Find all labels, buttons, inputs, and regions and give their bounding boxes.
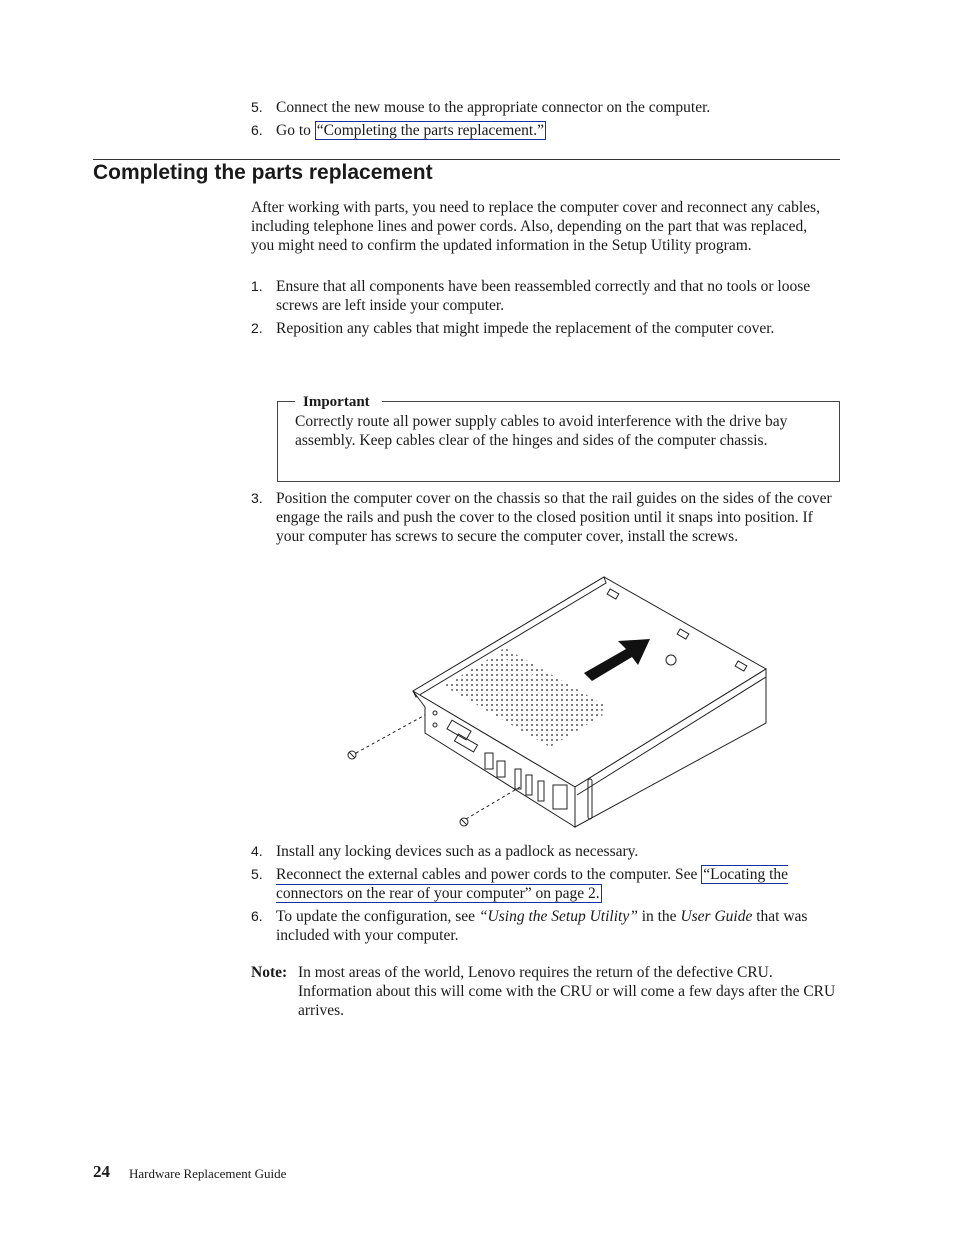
list-text: Ensure that all components have been reassembled correctly and that no tools or loose screws are left inside your computer.	[276, 278, 811, 314]
computer-cover-illustration	[340, 573, 780, 835]
list-text-suffix: that was included with your computer.	[276, 908, 808, 944]
list-text: Position the computer cover on the chassis so that the rail guides on the sides of the cover engage the rails and push the cover to the closed position until it snaps into position. If your computer has screws to secure the computer cover, install the screws.	[276, 490, 832, 545]
list-number: 1.	[251, 278, 263, 294]
list-text-mid: in the	[637, 908, 681, 925]
important-title: Important	[303, 394, 370, 410]
section-title: Completing the parts replacement	[93, 161, 433, 184]
list-text: Connect the new mouse to the appropriate connector on the computer.	[276, 99, 711, 116]
list-number: 5.	[251, 866, 263, 882]
list-text	[276, 907, 836, 945]
list-text	[276, 865, 836, 903]
list-text	[276, 121, 836, 140]
list-text: Install any locking devices such as a padlock as necessary.	[276, 843, 639, 860]
locating-connectors-link[interactable]: “Locating the connectors on the rear of your computer” on page 2.	[276, 866, 789, 902]
list-number: 6.	[251, 122, 263, 138]
note-label: Note:	[251, 964, 288, 981]
list-number: 2.	[251, 320, 263, 336]
list-text-prefix: Reconnect the external cables and power cords to the computer. See	[276, 866, 702, 883]
page-number: 24	[93, 1162, 110, 1181]
list-number: 4.	[251, 843, 263, 859]
note-text: In most areas of the world, Lenovo requires the return of the defective CRU. Information about this will come with the CRU or will come a few days after the CRU arrives.	[298, 964, 836, 1019]
list-text: Reposition any cables that might impede the replacement of the computer cover.	[276, 320, 775, 337]
list-number: 5.	[251, 99, 263, 115]
intro-paragraph: After working with parts, you need to replace the computer cover and reconnect any cables, including telephone lines and power cords. Also, depending on the part that was replaced, you might need to confirm the updated information in the Setup Utility program.	[251, 199, 820, 254]
list-text-prefix: To update the configuration, see	[276, 908, 479, 925]
list-number: 3.	[251, 490, 263, 506]
list-number: 6.	[251, 908, 263, 924]
user-guide-reference: User Guide	[680, 908, 753, 925]
section-rule	[93, 159, 840, 160]
important-box-top-right	[382, 401, 839, 402]
setup-utility-reference: “Using the Setup Utility”	[478, 908, 638, 925]
footer-title: Hardware Replacement Guide	[129, 1166, 287, 1181]
important-text: Correctly route all power supply cables to avoid interference with the drive bay assembly. Keep cables clear of the hinges and sides of the computer chassis.	[295, 413, 788, 449]
list-text-prefix: Go to	[276, 122, 315, 139]
completing-parts-link[interactable]: “Completing the parts replacement.”	[316, 122, 544, 139]
important-box-top-left	[277, 401, 295, 402]
